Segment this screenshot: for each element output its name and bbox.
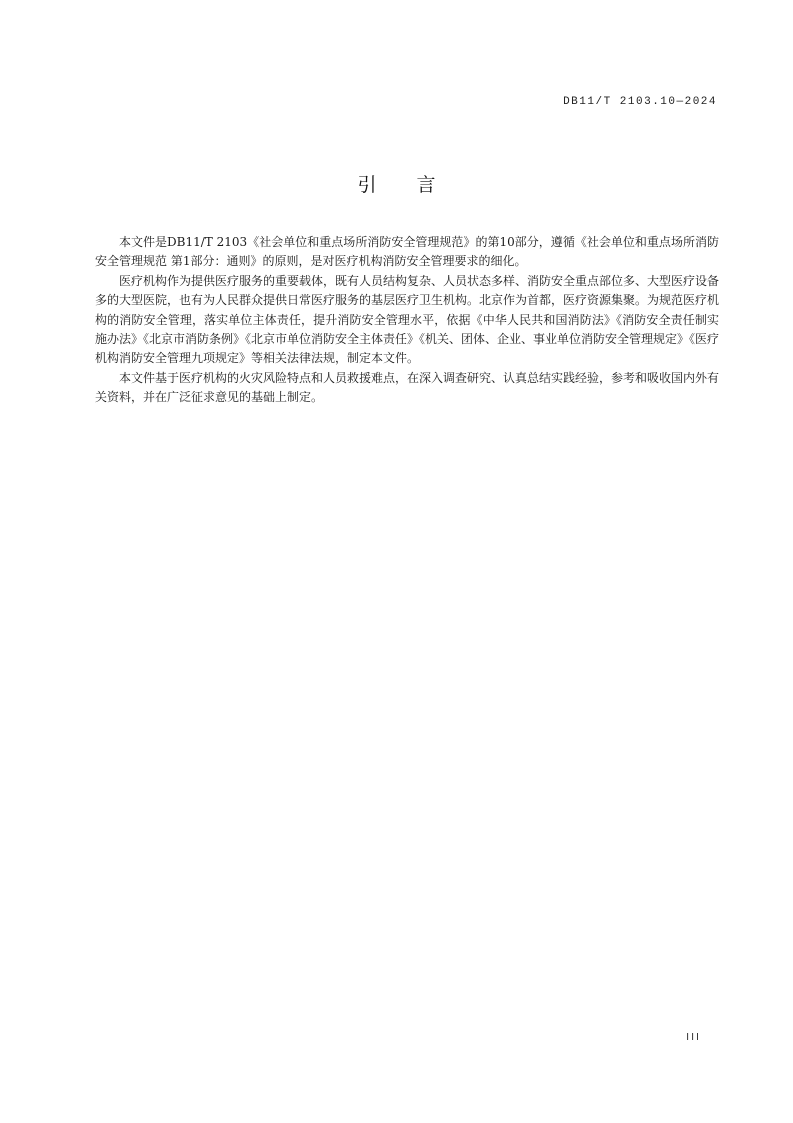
page-number: III xyxy=(686,1032,701,1043)
paragraph-scope: 本文件是DB11/T 2103《社会单位和重点场所消防安全管理规范》的第10部分，遵循《社会单位和重点场所消防安全管理规范 第1部分：通则》的原则，是对医疗机构消防安全管理要求的细化。 xyxy=(95,235,719,269)
paragraph-basis: 本文件基于医疗机构的火灾风险特点和人员救援难点，在深入调查研究、认真总结实践经验，参考和吸收国内外有关资料，并在广泛征求意见的基础上制定。 xyxy=(95,370,720,405)
document-code: DB11/T 2103.10—2024 xyxy=(563,96,717,108)
page-title: 引言 xyxy=(357,174,476,196)
introduction-body xyxy=(95,233,719,408)
paragraph-background: 医疗机构作为提供医疗服务的重要载体，既有人员结构复杂、人员状态多样、消防安全重点部位多、大型医疗设备多的大型医院，也有为人民群众提供日常医疗服务的基层医疗卫生机构。北京作为首都，医疗资源集聚。为规范医疗机构的消防安全管理，落实单位主体责任，提升消防安全管理水平，依据《中华人民共和国消防法》《消防安全责任制实施办法》《北京市消防条例》《北京市单位消防安全主体责任》《机关、团体、企业、事业单位消防安全管理规定》《医疗机构消防安全管理九项规定》等相关法律法规，制定本文件。 xyxy=(95,273,720,366)
